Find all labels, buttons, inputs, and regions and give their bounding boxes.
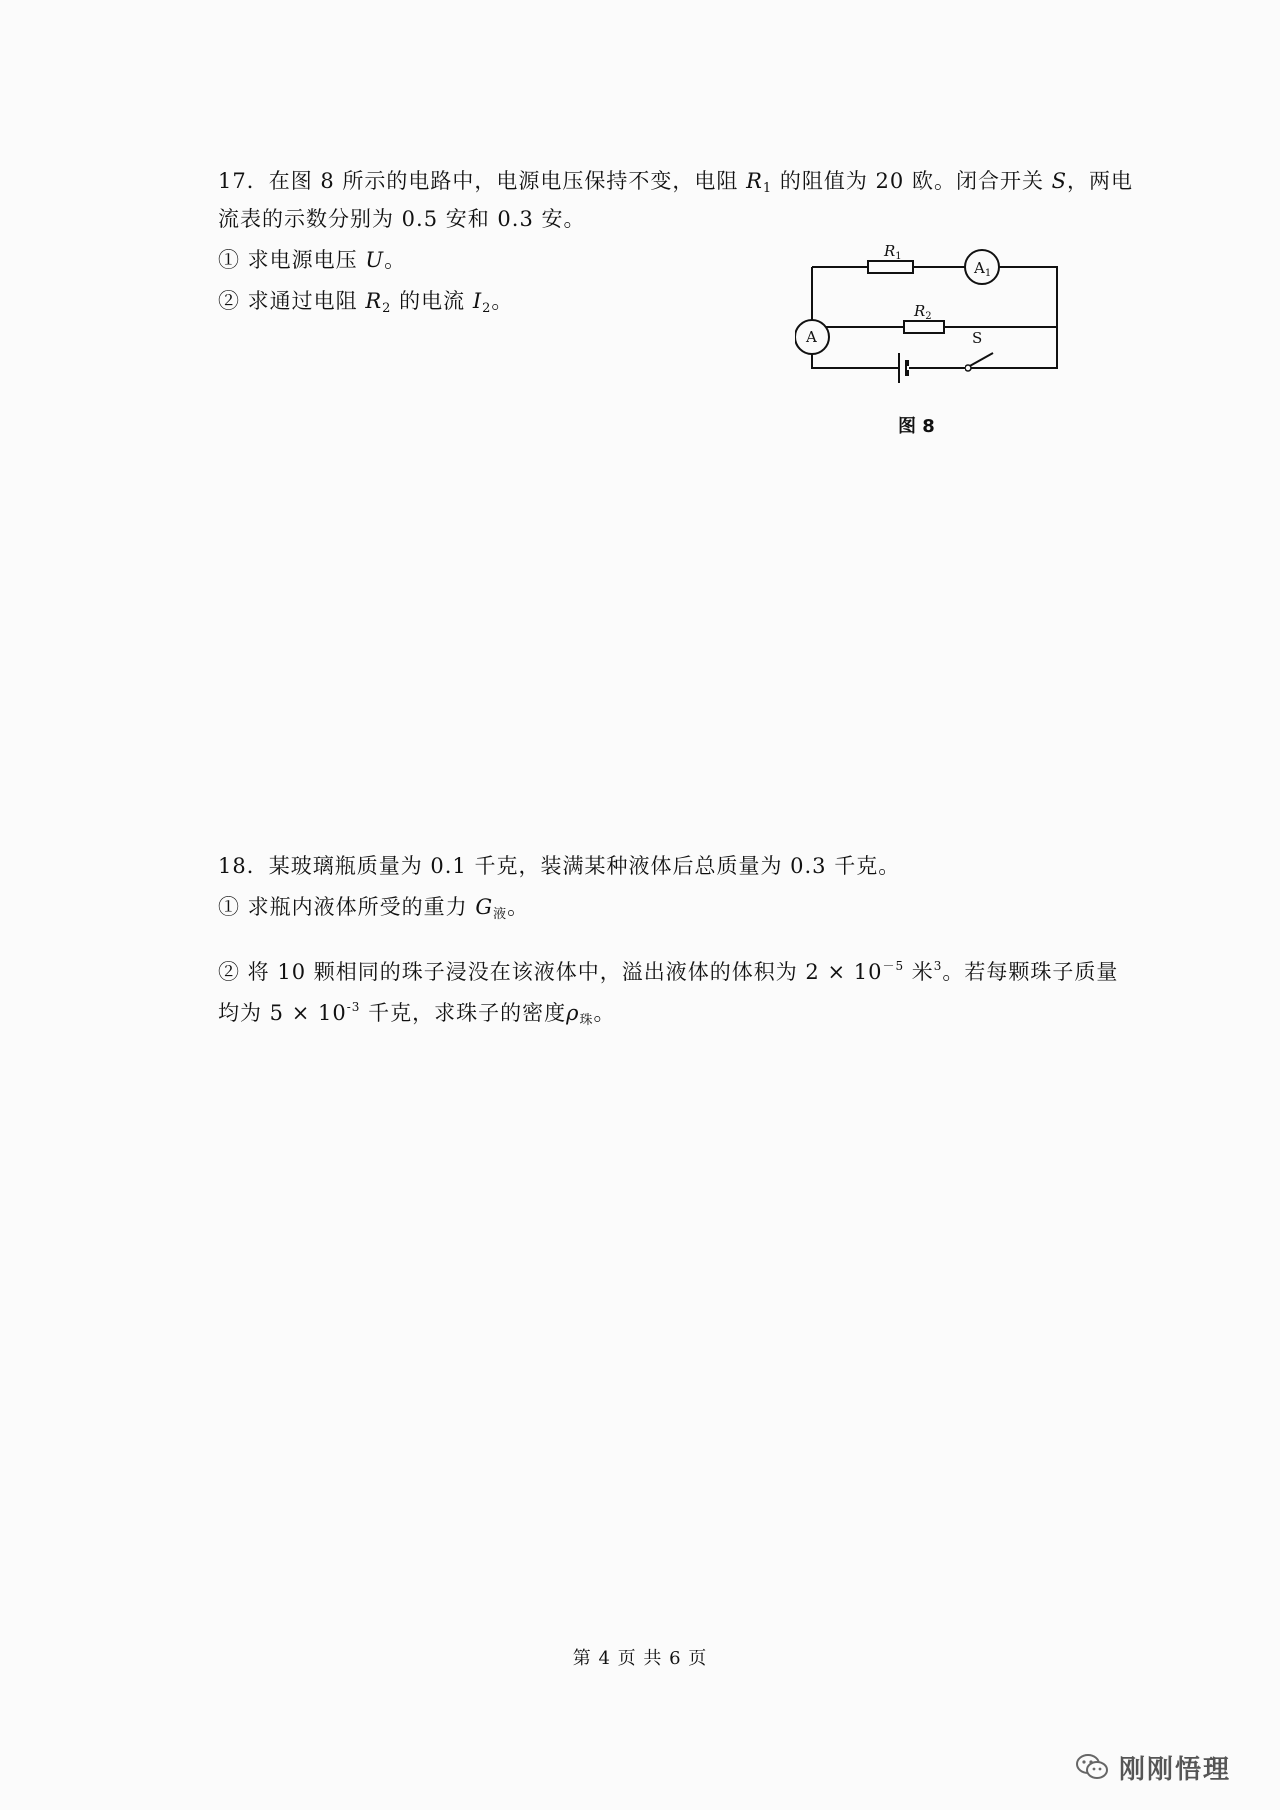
q17-item-2: ② 求通过电阻 $R_2$ 的电流 $I_2$。 (218, 289, 514, 316)
q18-item-3: 均为 $5 \times 10^{-3}$ 千克，求珠子的密度$\rho_珠$。 (218, 1000, 616, 1028)
switch-label: S (972, 329, 983, 347)
q18-item-2: ② 将 10 颗相同的珠子浸没在该液体中，溢出液体的体积为 $2 \times 10^{-5}$ 米$^3$。若每颗珠子质量 (218, 959, 1119, 984)
watermark-text: 刚刚悟理 (1119, 1754, 1232, 1785)
q18-line-1: 18．某玻璃瓶质量为 0.1 千克，装满某种液体后总质量为 0.3 千克。 (218, 854, 901, 878)
resistor-r2 (904, 321, 944, 333)
a1-label: $A_1$ (974, 259, 992, 279)
a-label: A (806, 328, 817, 346)
q18-item-1: ① 求瓶内液体所受的重力 $G_液$。 (218, 895, 530, 922)
figure-caption: 图 8 (898, 416, 935, 437)
circuit-diagram (795, 245, 1085, 435)
r1-label: $R_1$ (884, 245, 902, 262)
q17-line-2: 流表的示数分别为 0.5 安和 0.3 安。 (218, 207, 586, 231)
wechat-icon (1075, 1750, 1109, 1784)
page-number: 第 4 页 共 6 页 (572, 1648, 708, 1669)
r2-label: $R_2$ (914, 302, 932, 322)
q17-item-1: ① 求电源电压 U。 (218, 248, 407, 272)
watermark (1075, 1750, 1231, 1784)
resistor-r1 (868, 261, 913, 273)
q17-line-1: 17．在图 8 所示的电路中，电源电压保持不变，电阻 $R_1$ 的阻值为 20 欧。闭合开关 S，两电 (218, 169, 1134, 196)
